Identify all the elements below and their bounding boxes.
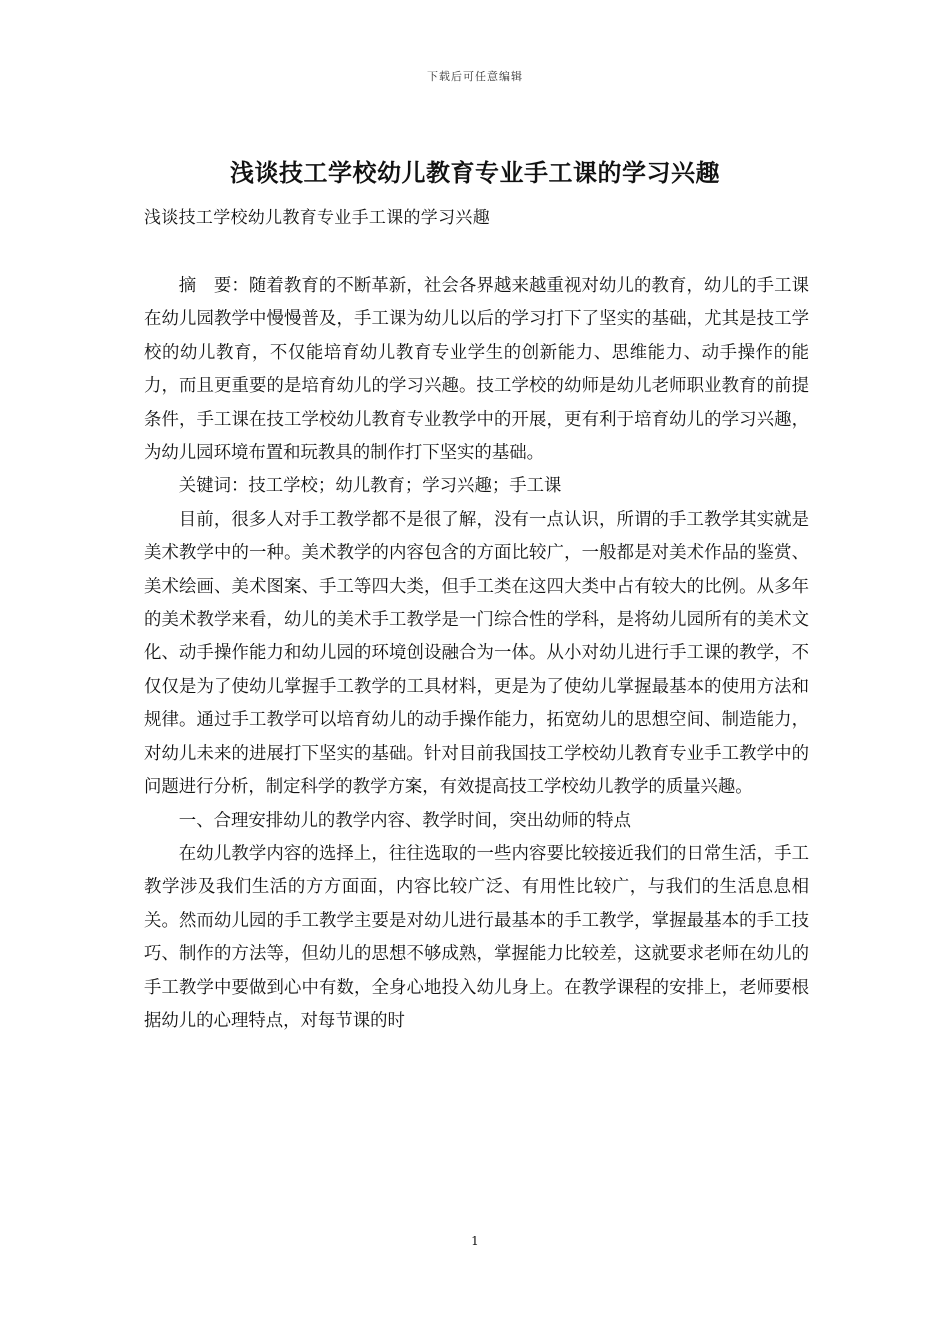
document-body (144, 270, 809, 1038)
header-note: 下载后可任意编辑 (427, 70, 523, 83)
body-paragraph: 目前，很多人对手工教学都不是很了解，没有一点认识，所谓的手工教学其实就是美术教学中的一种。美术教学的内容包含的方面比较广，一般都是对美术作品的鉴赏、美术绘画、美术图案、手工等四大类，但手工类在这四大类中占有较大的比例。从多年的美术教学来看，幼儿的美术手工教学是一门综合性的学科，是将幼儿园所有的美术文化、动手操作能力和幼儿园的环境创设融合为一体。从小对幼儿进行手工课的教学，不仅仅是为了使幼儿掌握手工教学的工具材料，更是为了使幼儿掌握最基本的使用方法和规律。通过手工教学可以培育幼儿的动手操作能力，拓宽幼儿的思想空间、制造能力，对幼儿未来的进展打下坚实的基础。针对目前我国技工学校幼儿教育专业手工教学中的问题进行分析，制定科学的教学方案，有效提高技工学校幼儿教学的质量兴趣。 (144, 509, 809, 798)
document-subtitle: 浅谈技工学校幼儿教育专业手工课的学习兴趣 (144, 208, 490, 228)
page-number: 1 (471, 1234, 479, 1248)
section-heading: 一、合理安排幼儿的教学内容、教学时间，突出幼师的特点 (178, 810, 631, 831)
body-paragraph: 在幼儿教学内容的选择上，往往选取的一些内容要比较接近我们的日常生活，手工教学涉及我们生活的方方面面，内容比较广泛、有用性比较广，与我们的生活息息相关。然而幼儿园的手工教学主要是对幼儿进行最基本的手工教学，掌握最基本的手工技巧、制作的方法等，但幼儿的思想不够成熟，掌握能力比较差，这就要求老师在幼儿的手工教学中要做到心中有数，全身心地投入幼儿身上。在教学课程的安排上，老师要根据幼儿的心理特点，对每节课的时 (144, 843, 809, 1031)
abstract-paragraph: 摘 要：随着教育的不断革新，社会各界越来越重视对幼儿的教育，幼儿的手工课在幼儿园教学中慢慢普及，手工课为幼儿以后的学习打下了坚实的基础，尤其是技工学校的幼儿教育，不仅能培育幼儿教育专业学生的创新能力、思维能力、动手操作的能力，而且更重要的是培育幼儿的学习兴趣。技工学校的幼师是幼儿老师职业教育的前提条件，手工课在技工学校幼儿教育专业教学中的开展，更有利于培育幼儿的学习兴趣，为幼儿园环境布置和玩教具的制作打下坚实的基础。 (144, 276, 809, 464)
keywords-paragraph: 关键词：技工学校；幼儿教育；学习兴趣；手工课 (178, 476, 562, 497)
document-title: 浅谈技工学校幼儿教育专业手工课的学习兴趣 (230, 158, 720, 187)
